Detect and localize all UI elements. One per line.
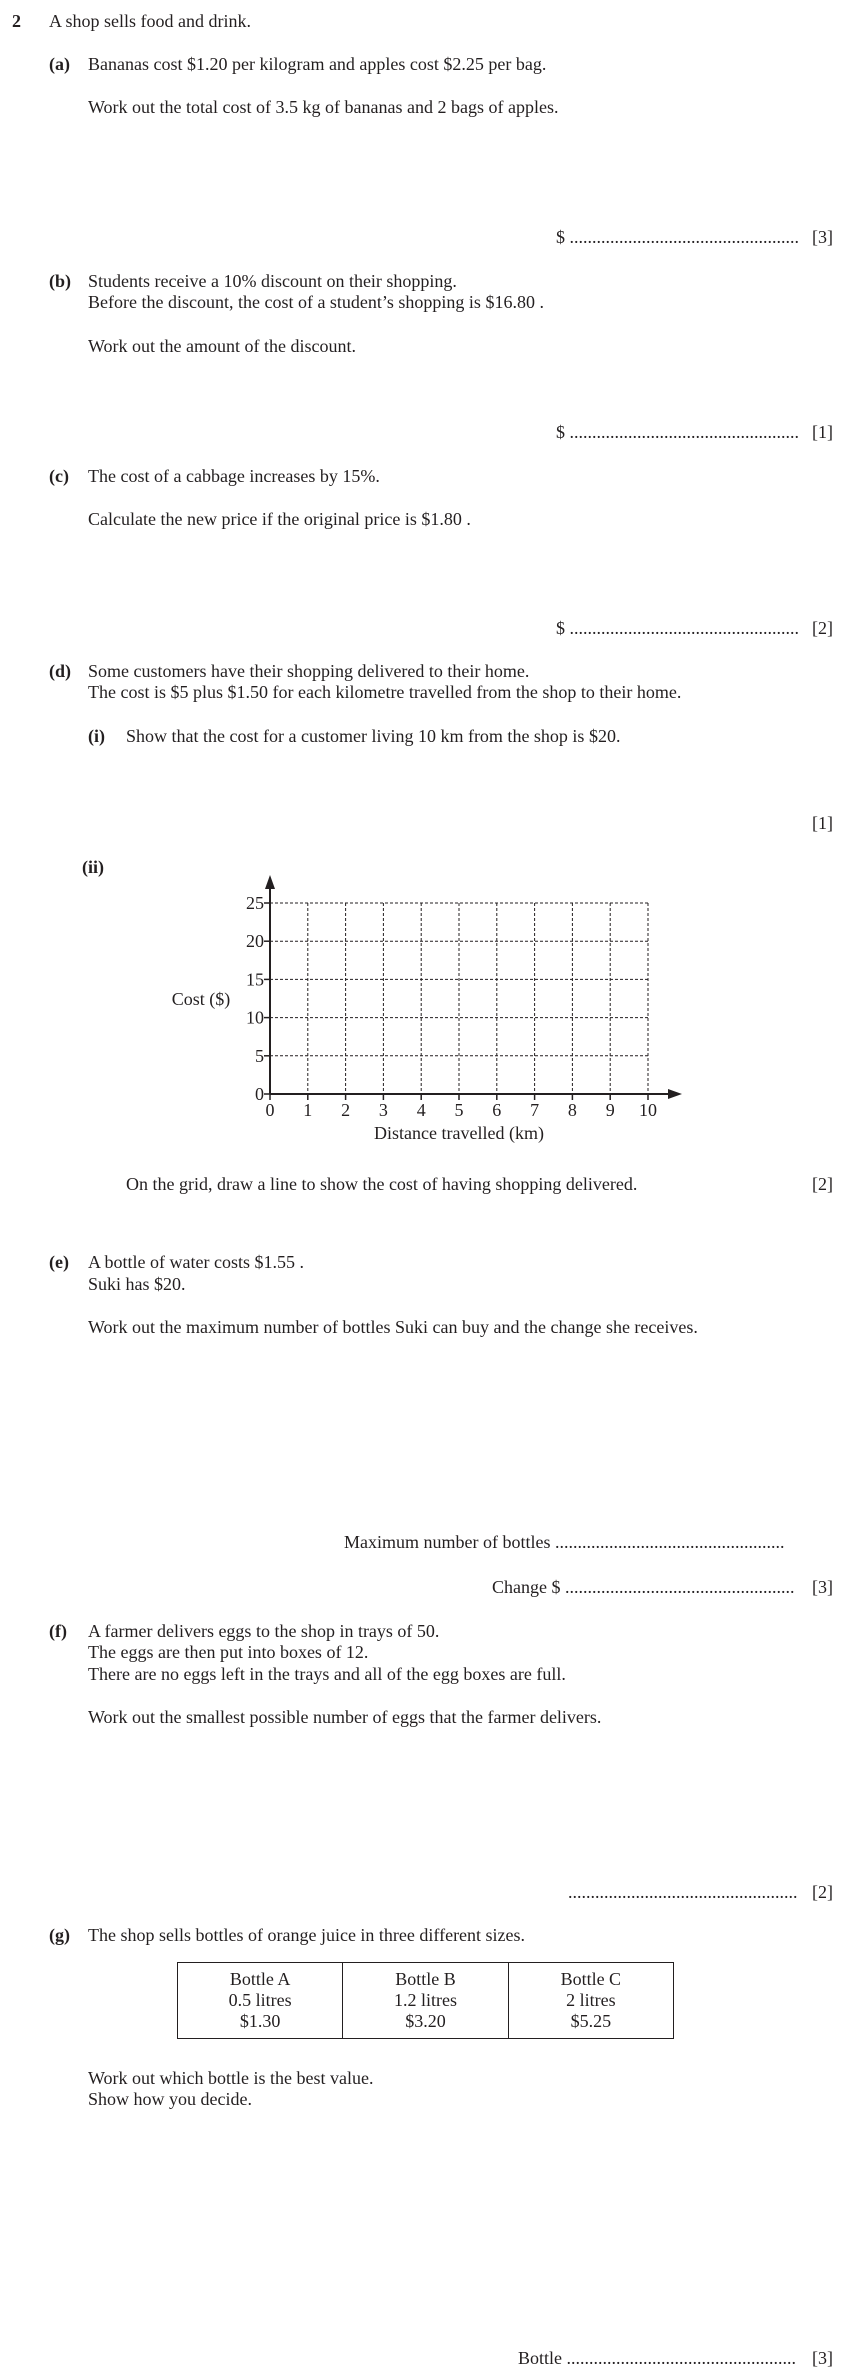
answer-dots: ................................................... — [568, 1882, 798, 1902]
part-g-answer-line[interactable] — [518, 2347, 796, 2369]
part-c-label: (c) — [49, 466, 69, 486]
part-d-line2: The cost is $5 plus $1.50 for each kilometre travelled from the shop to their home. — [88, 682, 682, 702]
bottle-price: $3.20 — [405, 2011, 446, 2031]
answer-dots: ................................................... — [569, 618, 799, 638]
grid-lines — [270, 903, 648, 1094]
part-d-i-text: Show that the cost for a customer living 10 km from the shop is $20. — [126, 726, 621, 746]
dollar-sign: $ — [556, 618, 565, 638]
answer-dots: ................................................... — [569, 422, 799, 442]
part-a-line1: Bananas cost $1.20 per kilogram and apples cost $2.25 per bag. — [88, 54, 547, 74]
bottle-size: 2 litres — [566, 1990, 616, 2010]
part-c-line2: Calculate the new price if the original price is $1.80 . — [88, 509, 471, 529]
part-f-line3: There are no eggs left in the trays and all of the egg boxes are full. — [88, 1664, 566, 1684]
x-tick-label: 2 — [341, 1100, 351, 1120]
part-d-i-label: (i) — [88, 726, 105, 746]
x-tick-label: 5 — [454, 1100, 464, 1120]
x-tick-label: 3 — [378, 1100, 388, 1120]
table-cell-bottle-c — [508, 1963, 673, 2039]
part-f-line2: The eggs are then put into boxes of 12. — [88, 1642, 369, 1662]
y-tick-label: 20 — [246, 931, 264, 952]
part-f-line4: Work out the smallest possible number of eggs that the farmer delivers. — [88, 1707, 602, 1727]
table-cell-bottle-a — [178, 1963, 343, 2039]
y-tick-label: 15 — [246, 969, 264, 990]
part-c-marks: [2] — [812, 618, 833, 638]
delivery-cost-grid[interactable] — [0, 0, 853, 1160]
bottle-size: 1.2 litres — [393, 1990, 457, 2010]
x-tick-label: 4 — [416, 1100, 426, 1120]
part-e-answer2-line[interactable] — [492, 1576, 794, 1598]
part-e-line1: A bottle of water costs $1.55 . — [88, 1252, 304, 1272]
part-e-line2: Suki has $20. — [88, 1274, 186, 1294]
answer-label: Change $ — [492, 1577, 561, 1597]
question-intro: A shop sells food and drink. — [49, 11, 251, 31]
answer-label: Bottle — [518, 2348, 562, 2368]
x-tick-label: 7 — [530, 1100, 540, 1120]
part-d-ii-label: (ii) — [82, 857, 104, 877]
part-g-line2: Work out which bottle is the best value. — [88, 2068, 374, 2088]
answer-label: Maximum number of bottles — [344, 1532, 551, 1552]
part-b-line2: Before the discount, the cost of a student’s shopping is $16.80 . — [88, 292, 544, 312]
part-d-ii-instruction: On the grid, draw a line to show the cost of having shopping delivered. — [126, 1174, 638, 1194]
part-d-ii-marks: [2] — [812, 1174, 833, 1194]
part-c-line1: The cost of a cabbage increases by 15%. — [88, 466, 380, 486]
x-axis-label: Distance travelled (km) — [374, 1123, 544, 1143]
part-g-label: (g) — [49, 1925, 70, 1945]
part-f-answer-line[interactable] — [568, 1881, 798, 1903]
part-d-label: (d) — [49, 661, 71, 681]
part-b-line3: Work out the amount of the discount. — [88, 336, 357, 356]
orange-juice-table — [177, 1962, 674, 2039]
part-a-label: (a) — [49, 54, 70, 74]
x-tick-label: 8 — [567, 1100, 577, 1120]
part-e-answer1-line[interactable] — [344, 1531, 784, 1553]
part-e-line3: Work out the maximum number of bottles Suki can buy and the change she receives. — [88, 1317, 698, 1337]
x-tick-label: 1 — [303, 1100, 313, 1120]
table-row — [178, 1963, 674, 2039]
bottle-price: $1.30 — [239, 2011, 281, 2031]
x-tick-label: 9 — [605, 1100, 615, 1120]
y-tick-labels — [246, 893, 264, 1104]
bottle-size: 0.5 litres — [228, 1990, 292, 2010]
part-e-marks: [3] — [812, 1577, 833, 1597]
part-b-label: (b) — [49, 271, 71, 291]
part-b-marks: [1] — [812, 422, 833, 442]
dollar-sign: $ — [556, 422, 565, 442]
answer-dots: ................................................... — [554, 1532, 785, 1552]
x-tick-label: 0 — [265, 1100, 275, 1120]
part-a-line2: Work out the total cost of 3.5 kg of bananas and 2 bags of apples. — [88, 97, 559, 117]
part-e-label: (e) — [49, 1252, 69, 1272]
axes — [264, 875, 682, 1100]
y-tick-label: 5 — [255, 1045, 264, 1066]
y-tick-label: 10 — [246, 1007, 264, 1028]
bottle-price: $5.25 — [570, 2011, 612, 2031]
x-axis-arrow — [668, 1089, 682, 1099]
part-b-line1: Students receive a 10% discount on their shopping. — [88, 271, 457, 291]
y-tick-label: 25 — [246, 893, 264, 913]
dollar-sign: $ — [556, 227, 565, 247]
y-axis-label: Cost ($) — [171, 989, 231, 1009]
x-tick-label: 6 — [492, 1100, 502, 1120]
part-a-marks: [3] — [812, 227, 833, 247]
answer-dots: ................................................... — [564, 1577, 795, 1597]
part-g-line1: The shop sells bottles of orange juice in three different sizes. — [88, 1925, 526, 1945]
part-d-i-marks: [1] — [812, 813, 833, 833]
table-cell-bottle-b — [343, 1963, 508, 2039]
part-f-label: (f) — [49, 1621, 67, 1641]
y-axis-arrow — [265, 875, 275, 889]
part-f-marks: [2] — [812, 1882, 833, 1902]
part-g-line3: Show how you decide. — [88, 2089, 252, 2109]
x-tick-label: 10 — [639, 1100, 657, 1120]
answer-dots: ................................................... — [566, 2348, 796, 2368]
part-d-line1: Some customers have their shopping delivered to their home. — [88, 661, 530, 681]
question-number: 2 — [12, 11, 21, 31]
part-g-marks: [3] — [812, 2348, 833, 2368]
bottle-name: Bottle C — [560, 1969, 622, 1989]
x-tick-labels — [266, 1100, 658, 1120]
bottle-name: Bottle A — [229, 1969, 291, 1989]
y-tick-label: 0 — [255, 1084, 264, 1104]
bottle-name: Bottle B — [395, 1969, 456, 1989]
answer-dots: ................................................... — [569, 227, 799, 247]
part-f-line1: A farmer delivers eggs to the shop in trays of 50. — [88, 1621, 440, 1641]
